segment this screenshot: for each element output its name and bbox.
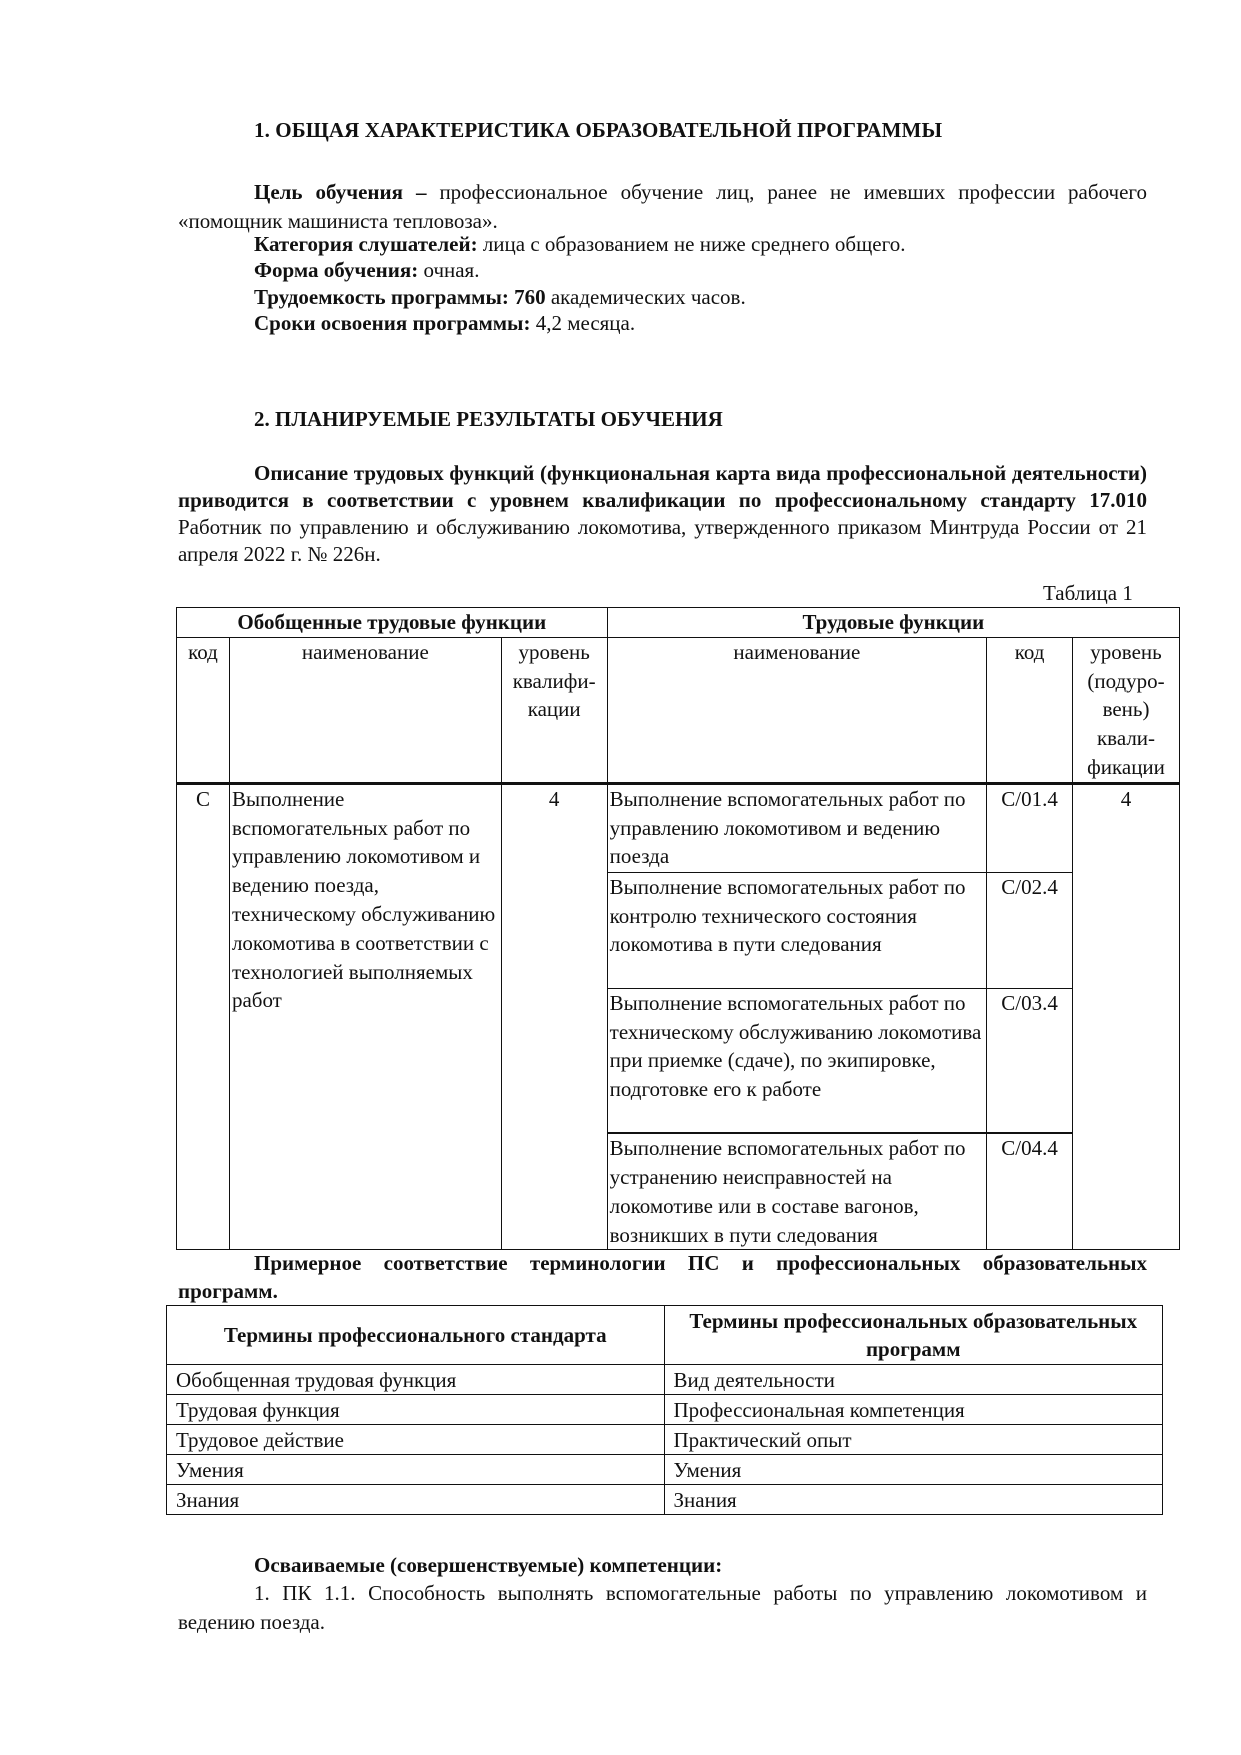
goal-text: профессиональное обучение лиц, ранее не имевших профессии рабочего «помощник машиниста тепловоза». — [178, 180, 1147, 233]
col-gtf-code: код — [177, 637, 230, 783]
gtf-code: С — [177, 783, 230, 1250]
workload-text: академических часов. — [545, 285, 746, 309]
tf-code: С/01.4 — [987, 783, 1073, 872]
category-line — [254, 230, 905, 259]
gtf-name: Выполнение вспомогательных работ по управлению локомотивом и ведению поезда, техническому обслуживанию локомотива в соответствии с технологией выполняемых работ — [229, 783, 501, 1250]
labor-functions-table — [176, 607, 1180, 1250]
tf-name: Выполнение вспомогательных работ по устранению неисправностей на локомотиве или в составе вагонов, возникших в пути следования — [607, 1133, 986, 1250]
goal-label: Цель обучения – — [254, 180, 427, 204]
terminology-title — [178, 1249, 1147, 1305]
table-row — [167, 1425, 1163, 1455]
term-program: Умения — [664, 1455, 1163, 1485]
table-row — [167, 1485, 1163, 1515]
col-tf-level: уровень (подуро-вень) квали-фикации — [1073, 637, 1180, 783]
term-program: Вид деятельности — [664, 1365, 1163, 1395]
term-program: Практический опыт — [664, 1425, 1163, 1455]
gtf-level: 4 — [501, 783, 607, 1250]
table-caption: Таблица 1 — [1043, 581, 1133, 605]
tf-code: С/04.4 — [987, 1133, 1073, 1250]
terminology-header-standard: Термины профессионального стандарта — [167, 1306, 665, 1365]
duration-line — [254, 309, 635, 338]
tf-name: Выполнение вспомогательных работ по контролю технического состояния локомотива в пути следования — [607, 872, 986, 988]
terminology-title-text: Примерное соответствие терминологии ПС и профессиональных образовательных программ. — [178, 1251, 1147, 1303]
table-row — [167, 1455, 1163, 1485]
form-line — [254, 256, 479, 285]
competencies-title: Осваиваемые (совершенствуемые) компетенции: — [254, 1553, 723, 1577]
term-standard: Знания — [167, 1485, 665, 1515]
duration-text: 4,2 месяца. — [530, 311, 636, 335]
term-standard: Умения — [167, 1455, 665, 1485]
tf-code: С/03.4 — [987, 988, 1073, 1133]
col-tf-name: наименование — [607, 637, 986, 783]
tf-name: Выполнение вспомогательных работ по управлению локомотивом и ведению поезда — [607, 783, 986, 872]
tf-name: Выполнение вспомогательных работ по техническому обслуживанию локомотива при приемке (сдаче), по экипировке, подготовке его к работе — [607, 988, 986, 1133]
col-tf-code: код — [987, 637, 1073, 783]
term-standard: Трудовая функция — [167, 1395, 665, 1425]
term-program: Профессиональная компетенция — [664, 1395, 1163, 1425]
term-program: Знания — [664, 1485, 1163, 1515]
section-2-heading: 2. ПЛАНИРУЕМЫЕ РЕЗУЛЬТАТЫ ОБУЧЕНИЯ — [254, 407, 723, 431]
workload-label: Трудоемкость программы: 760 — [254, 285, 546, 309]
col-gtf-name: наименование — [229, 637, 501, 783]
term-standard: Трудовое действие — [167, 1425, 665, 1455]
competency-item — [178, 1579, 1147, 1637]
table-row — [167, 1395, 1163, 1425]
section-2-intro — [178, 460, 1147, 568]
form-text: очная. — [418, 258, 480, 282]
duration-label: Сроки освоения программы: — [254, 311, 531, 335]
group-header-functions: Трудовые функции — [607, 608, 1179, 638]
category-label: Категория слушателей: — [254, 232, 478, 256]
section-1-heading: 1. ОБЩАЯ ХАРАКТЕРИСТИКА ОБРАЗОВАТЕЛЬНОЙ ПРОГРАММЫ — [254, 118, 943, 142]
terminology-table — [166, 1305, 1163, 1515]
form-label: Форма обучения: — [254, 258, 419, 282]
term-standard: Обобщенная трудовая функция — [167, 1365, 665, 1395]
workload-line — [254, 283, 746, 312]
tf-code: С/02.4 — [987, 872, 1073, 988]
intro-text: Работник по управлению и обслуживанию локомотива, утвержденного приказом Минтруда России от 21 апреля 2022 г. № 226н. — [178, 515, 1147, 566]
competency-text: 1. ПК 1.1. Способность выполнять вспомогательные работы по управлению локомотивом и ведению поезда. — [178, 1581, 1147, 1634]
col-gtf-level: уровень квалифи-кации — [501, 637, 607, 783]
table-row — [177, 783, 1180, 872]
category-text: лица с образованием не ниже среднего общего. — [477, 232, 906, 256]
table-row — [167, 1365, 1163, 1395]
intro-bold: Описание трудовых функций (функциональная карта вида профессиональной деятельности) приводится в соответствии с уровнем квалификации по профессиональному стандарту 17.010 — [178, 461, 1147, 512]
terminology-header-programs: Термины профессиональных образовательных программ — [664, 1306, 1163, 1365]
goal-paragraph — [178, 178, 1147, 236]
tf-level: 4 — [1073, 783, 1180, 1250]
group-header-generalized: Обобщенные трудовые функции — [177, 608, 608, 638]
